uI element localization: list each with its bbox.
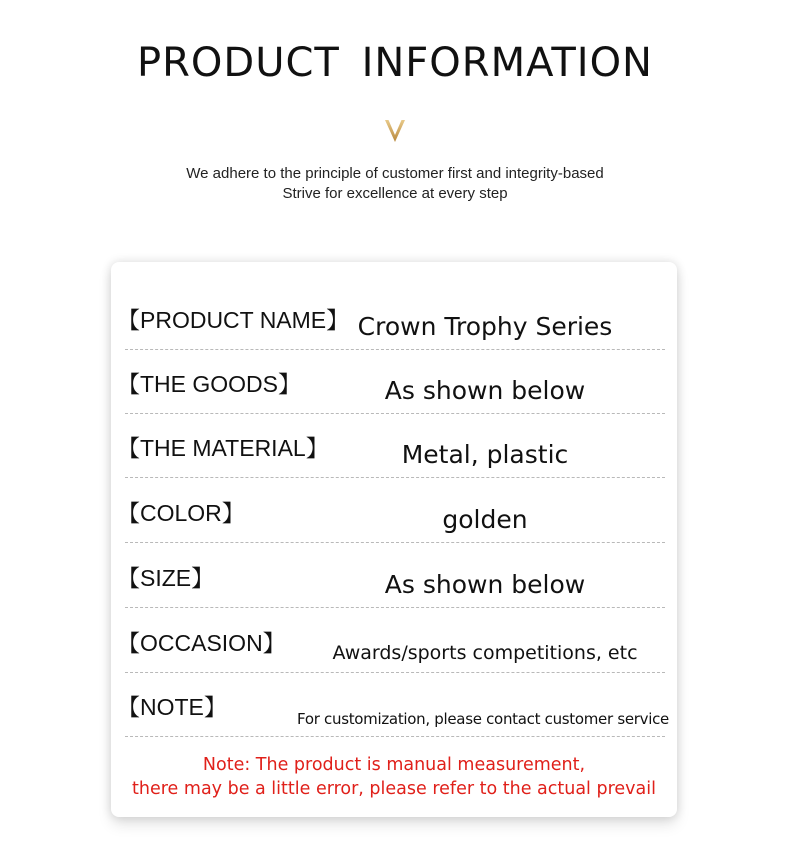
note-line-2: there may be a little error, please refer to the actual prevail (132, 779, 656, 799)
spec-label: 【NOTE】 (117, 694, 227, 720)
page-title: PRODUCT INFORMATION (137, 40, 653, 86)
subtitle-line-1: We adhere to the principle of customer first and integrity-based (186, 165, 604, 182)
spec-label: 【OCCASION】 (117, 630, 286, 656)
spec-row-material (117, 414, 665, 478)
spec-label: 【THE MATERIAL】 (117, 435, 329, 461)
chevron-down-icon (383, 118, 407, 144)
spec-value: As shown below (384, 570, 586, 599)
spec-row-color (117, 479, 665, 543)
spec-label: 【THE GOODS】 (117, 371, 302, 397)
spec-value: Awards/sports competitions, etc (332, 642, 638, 664)
subtitle (0, 164, 790, 204)
spec-value: Crown Trophy Series (357, 312, 613, 341)
spec-value: Metal, plastic (401, 440, 569, 469)
spec-value: golden (442, 505, 528, 534)
spec-row-note (117, 673, 669, 737)
product-info-card (111, 262, 677, 817)
spec-label: 【COLOR】 (117, 500, 245, 526)
spec-row-product-name (117, 286, 665, 350)
spec-row-goods (117, 350, 665, 414)
spec-row-size (117, 544, 665, 608)
spec-value: As shown below (384, 376, 586, 405)
measurement-note (111, 753, 677, 801)
spec-label: 【PRODUCT NAME】 (117, 307, 350, 333)
subtitle-line-2: Strive for excellence at every step (282, 185, 508, 202)
spec-row-occasion (117, 609, 665, 673)
note-line-1: Note: The product is manual measurement, (202, 755, 586, 775)
spec-label: 【SIZE】 (117, 565, 215, 591)
spec-value: For customization, please contact customer service (297, 710, 669, 728)
